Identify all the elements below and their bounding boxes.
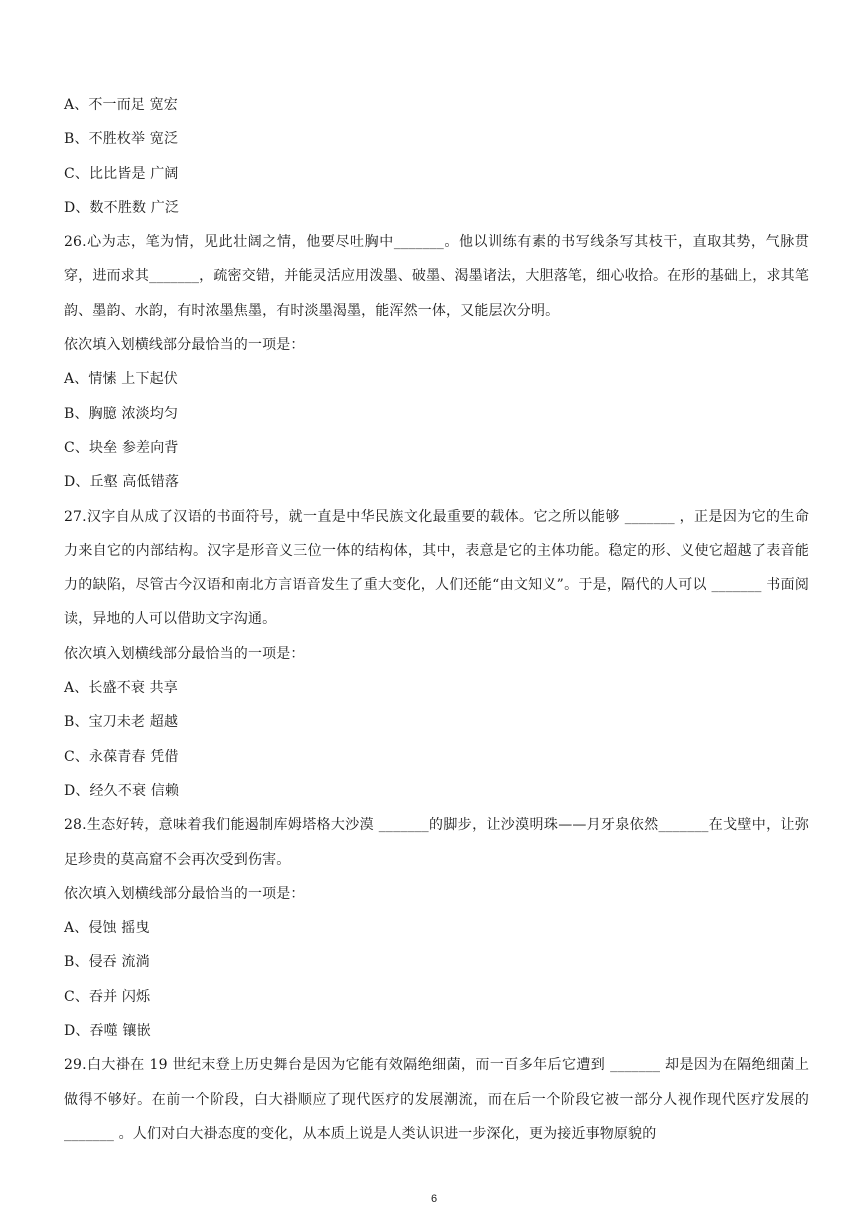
q29-stem: 29.白大褂在 19 世纪末登上历史舞台是因为它能有效隔绝细菌，而一百多年后它遭到 _______ 却是因为在隔绝细菌上做得不够好。在前一个阶段，白大褂顺应了现代医疗的发展潮流，而在后一个阶段它被一部分人视作现代医疗发展的_______ 。人们对白大褂态度的变化，从本质上说是人类认识进一步深化，更为接近事物原貌的	[64, 1057, 809, 1142]
q27-prompt: 依次填入划横线部分最恰当的一项是：	[64, 645, 305, 662]
q26-stem: 26.心为志，笔为情，见此壮阔之情，他要尽吐胸中_______。他以训练有素的书写线条写其枝干，直取其势，气脉贯穿，进而求其_______，疏密交错，并能灵活应用泼墨、破墨、渴墨诸法，大胆落笔，细心收拾。在形的基础上，求其笔韵、墨韵、水韵，有时浓墨焦墨，有时淡墨渴墨，能浑然一体，又能层次分明。	[64, 234, 809, 319]
q26-prompt: 依次填入划横线部分最恰当的一项是：	[64, 337, 305, 354]
q26-option-b: B、胸臆 浓淡均匀	[64, 405, 179, 422]
q25-option-c: C、比比皆是 广阔	[64, 165, 179, 182]
q28-prompt: 依次填入划横线部分最恰当的一项是：	[64, 885, 305, 902]
q27-option-b: B、宝刀未老 超越	[64, 714, 179, 731]
q27-option-c: C、永葆青春 凭借	[64, 748, 179, 765]
q27-option-a: A、长盛不衰 共享	[64, 680, 178, 697]
q27-option-d: D、经久不衰 信赖	[64, 782, 180, 799]
q28-option-b: B、侵吞 流淌	[64, 954, 150, 971]
q28-option-c: C、吞并 闪烁	[64, 988, 151, 1005]
page-number: 6	[430, 1193, 438, 1205]
q28-stem: 28.生态好转，意味着我们能遏制库姆塔格大沙漠 _______的脚步，让沙漠明珠——月牙泉依然_______在戈壁中，让弥足珍贵的莫高窟不会再次受到伤害。	[64, 817, 809, 868]
q26-option-a: A、情愫 上下起伏	[64, 371, 178, 388]
q25-option-b: B、不胜枚举 宽泛	[64, 131, 179, 148]
q25-option-a: A、不一而足 宽宏	[64, 97, 178, 113]
q27-stem: 27.汉字自从成了汉语的书面符号，就一直是中华民族文化最重要的载体。它之所以能够 _______ ，正是因为它的生命力来自它的内部结构。汉字是形音义三位一体的结构体，其中，表意是它的主体功能。稳定的形、义使它超越了表音能力的缺陷，尽管古今汉语和南北方言语音发生了重大变化，人们还能“由文知义”。于是，隔代的人可以 _______ 书面阅读，异地的人可以借助文字沟通。	[64, 508, 809, 628]
q25-option-d: D、数不胜数 广泛	[64, 199, 180, 216]
q26-option-c: C、块垒 参差向背	[64, 439, 179, 456]
q28-option-d: D、吞噬 镶嵌	[64, 1023, 151, 1040]
q28-option-a: A、侵蚀 摇曳	[64, 920, 150, 937]
q26-option-d: D、丘壑 高低错落	[64, 474, 180, 491]
page-content	[64, 88, 809, 1151]
